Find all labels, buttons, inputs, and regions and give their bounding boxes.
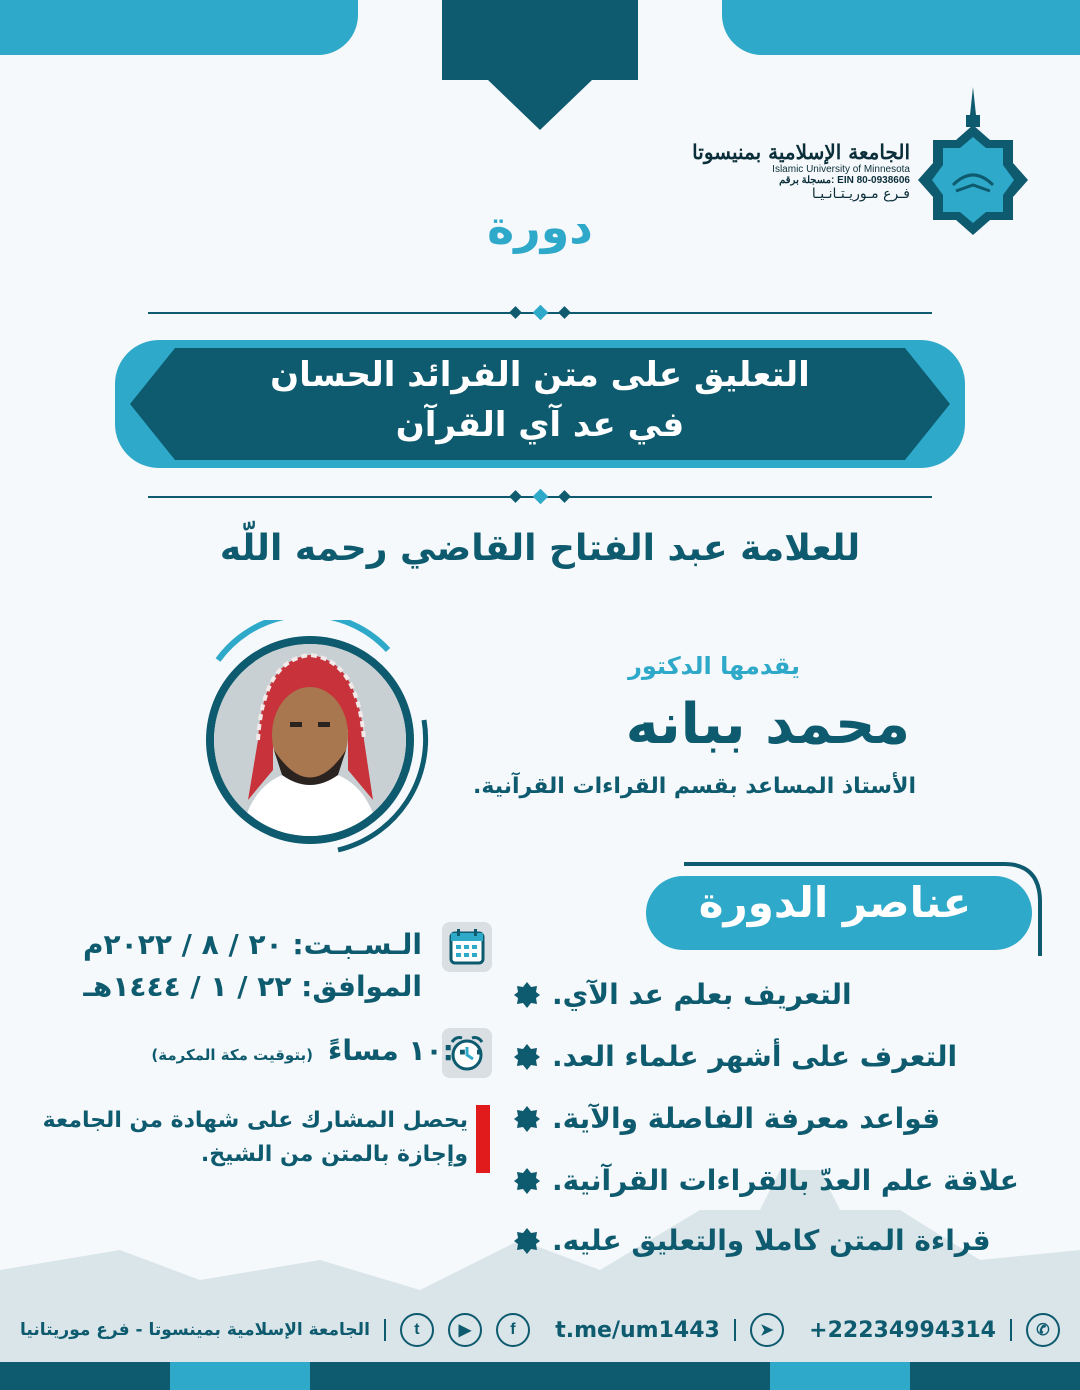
divider-diamonds-bottom	[505, 489, 575, 505]
time-value: ١٠:٠٠ مساءً	[328, 1034, 488, 1067]
footer-separator	[384, 1319, 386, 1341]
whatsapp-number[interactable]: +22234994314	[809, 1317, 996, 1343]
course-element-text: علاقة علم العدّ بالقراءات القرآنية.	[552, 1164, 1019, 1197]
course-element-item	[514, 978, 1034, 1011]
whatsapp-icon[interactable]: ✆	[1026, 1313, 1060, 1347]
bullet-star-icon	[514, 1044, 540, 1070]
footer-separator	[734, 1319, 736, 1341]
bullet-star-icon	[514, 982, 540, 1008]
course-element-text: التعرف على أشهر علماء العد.	[552, 1040, 958, 1073]
presenter-name: محمد ببانه	[625, 692, 910, 757]
course-label: دورة	[487, 200, 593, 254]
time-line	[108, 1034, 488, 1067]
bottom-decor-dark-left	[0, 1362, 170, 1390]
footer	[20, 1310, 1060, 1350]
course-element-text: قواعد معرفة الفاصلة والآية.	[552, 1102, 941, 1135]
university-logo-text	[640, 140, 910, 202]
top-right-decor-bar	[722, 0, 1080, 55]
telegram-link[interactable]: t.me/um1443	[555, 1317, 720, 1343]
logo-english-name: Islamic University of Minnesota	[772, 164, 910, 175]
telegram-icon[interactable]: ➤	[750, 1313, 784, 1347]
certificate-accent-bar	[476, 1105, 490, 1173]
twitter-icon[interactable]: t	[400, 1313, 434, 1347]
footer-whatsapp	[809, 1313, 1060, 1347]
course-title-line1: التعليق على متن الفرائد الحسان	[270, 355, 810, 395]
presenter-label: يقدمها الدكتور	[628, 652, 800, 680]
logo-branch: فـرع مـوريـتـانـيـا	[811, 186, 910, 202]
course-title-line2: في عد آي القرآن	[395, 405, 685, 445]
time-note: (بتوقيت مكة المكرمة)	[151, 1046, 313, 1064]
bullet-star-icon	[514, 1106, 540, 1132]
certificate-line1: يحصل المشارك على شهادة من الجامعة	[42, 1108, 468, 1133]
course-element-text: قراءة المتن كاملا والتعليق عليه.	[552, 1224, 991, 1257]
top-left-decor-bar	[0, 0, 358, 55]
footer-telegram	[555, 1313, 784, 1347]
course-title	[160, 350, 920, 450]
course-element-item	[514, 1164, 1034, 1197]
logo-ein: EIN 80-0938606 :مسجلة برقم	[779, 175, 910, 186]
facebook-icon[interactable]: f	[496, 1313, 530, 1347]
footer-social	[20, 1313, 530, 1347]
course-element-text: التعريف بعلم عد الآي.	[552, 978, 852, 1011]
course-elements-heading: عناصر الدورة	[698, 878, 972, 927]
footer-university: الجامعة الإسلامية بمينسوتا - فرع موريتانيا	[20, 1320, 370, 1340]
course-element-item	[514, 1040, 1034, 1073]
bottom-decor-dark-center	[310, 1362, 770, 1390]
certificate-line2: وإجازة بالمتن من الشيخ.	[200, 1142, 468, 1167]
footer-separator	[1010, 1319, 1012, 1341]
date-hijri: الموافق: ٢٢ / ١ / ١٤٤٤هـ	[83, 970, 422, 1003]
logo-arabic-name: الجامعة الإسلامية بمنيسوتا	[692, 140, 910, 164]
date-gregorian: الـسـبـت: ٢٠ / ٨ / ٢٠٢٢م	[83, 928, 422, 961]
presenter-photo	[188, 620, 432, 858]
bottom-decor-dark-right	[910, 1362, 1080, 1390]
youtube-icon[interactable]: ▶	[448, 1313, 482, 1347]
course-element-item	[514, 1102, 1034, 1135]
course-element-item	[514, 1224, 1034, 1257]
top-center-badge	[442, 0, 638, 130]
calendar-icon	[442, 922, 492, 972]
bullet-star-icon	[514, 1168, 540, 1194]
scholar-line: للعلامة عبد الفتاح القاضي رحمه اللّه	[219, 528, 861, 569]
certificate-note	[20, 1104, 468, 1172]
presenter-title: الأستاذ المساعد بقسم القراءات القرآنية.	[473, 774, 916, 799]
divider-diamonds-top	[505, 305, 575, 321]
bullet-star-icon	[514, 1228, 540, 1254]
